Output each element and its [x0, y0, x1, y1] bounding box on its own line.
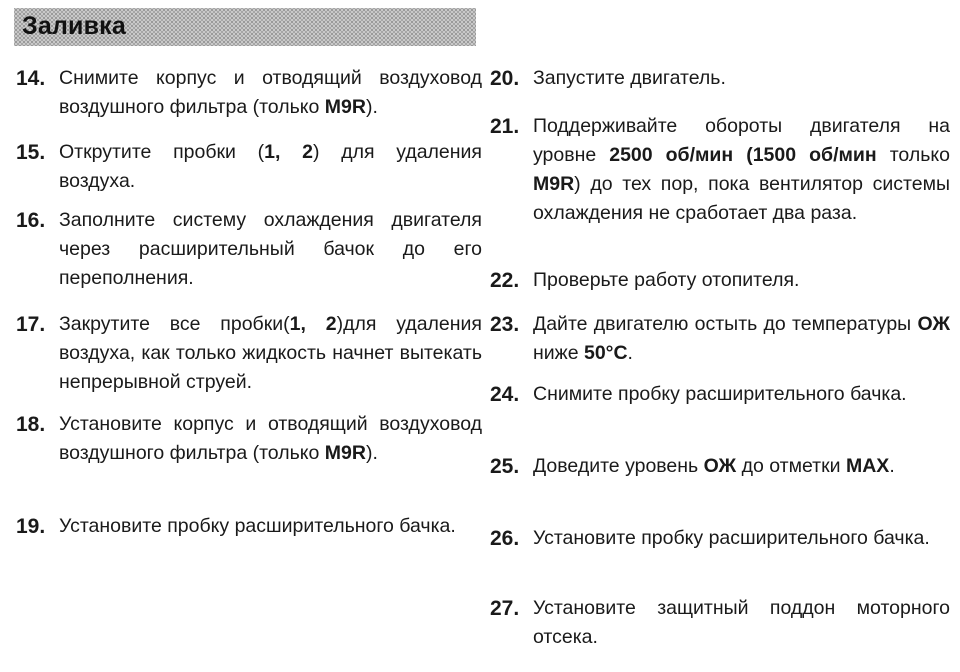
step-text: Установите защитный поддон моторного отсека.: [533, 597, 950, 648]
step-text: Снимите пробку расширительного бачка.: [533, 383, 907, 405]
step-20: [490, 64, 950, 93]
step-text: Установите корпус и отводящий воздуховод воздушного фильтра (только M9R).: [59, 413, 482, 464]
step-text: Установите пробку расширительного бачка.: [533, 527, 930, 549]
step-number: 19.: [16, 515, 46, 538]
step-number: 20.: [490, 67, 520, 90]
step-number: 26.: [490, 527, 520, 550]
step-25: [490, 452, 950, 481]
step-text: Дайте двигателю остыть до температуры ОЖ ниже 50°С.: [533, 313, 950, 364]
step-text: Запустите двигатель.: [533, 67, 726, 89]
step-number: 18.: [16, 413, 46, 436]
step-22: [490, 266, 950, 295]
step-number: 21.: [490, 115, 520, 138]
step-16: [16, 206, 482, 293]
step-14: [16, 64, 482, 122]
step-text: Доведите уровень ОЖ до отметки MAX.: [533, 455, 895, 477]
step-23: [490, 310, 950, 368]
step-15: [16, 138, 482, 196]
step-27: [490, 594, 950, 652]
step-24: [490, 380, 950, 409]
step-number: 17.: [16, 313, 46, 336]
section-title: Заливка: [22, 12, 127, 40]
step-number: 25.: [490, 455, 520, 478]
step-26: [490, 524, 950, 553]
step-text: Установите пробку расширительного бачка.: [59, 515, 456, 537]
step-text: Закрутите все пробки(1, 2)для удаления воздуха, как только жидкость начнет вытекать непрерывной струей.: [59, 313, 482, 393]
step-17: [16, 310, 482, 397]
step-number: 27.: [490, 597, 520, 620]
section-header: [14, 8, 476, 46]
step-18: [16, 410, 482, 468]
step-number: 23.: [490, 313, 520, 336]
step-19: [16, 512, 482, 541]
step-number: 16.: [16, 209, 46, 232]
step-number: 15.: [16, 141, 46, 164]
step-text: Поддерживайте обороты двигателя на уровне 2500 об/мин (1500 об/мин только M9R) до тех пор, пока вентилятор системы охлаждения не сработает два раза.: [533, 115, 950, 224]
step-number: 22.: [490, 269, 520, 292]
step-text: Заполните систему охлаждения двигателя через расширительный бачок до его переполнения.: [59, 209, 482, 289]
step-text: Проверьте работу отопителя.: [533, 269, 800, 291]
step-21: [490, 112, 950, 228]
step-number: 14.: [16, 67, 46, 90]
step-text: Снимите корпус и отводящий воздуховод воздушного фильтра (только M9R).: [59, 67, 482, 118]
step-text: Открутите пробки (1, 2) для удаления воздуха.: [59, 141, 482, 192]
step-number: 24.: [490, 383, 520, 406]
